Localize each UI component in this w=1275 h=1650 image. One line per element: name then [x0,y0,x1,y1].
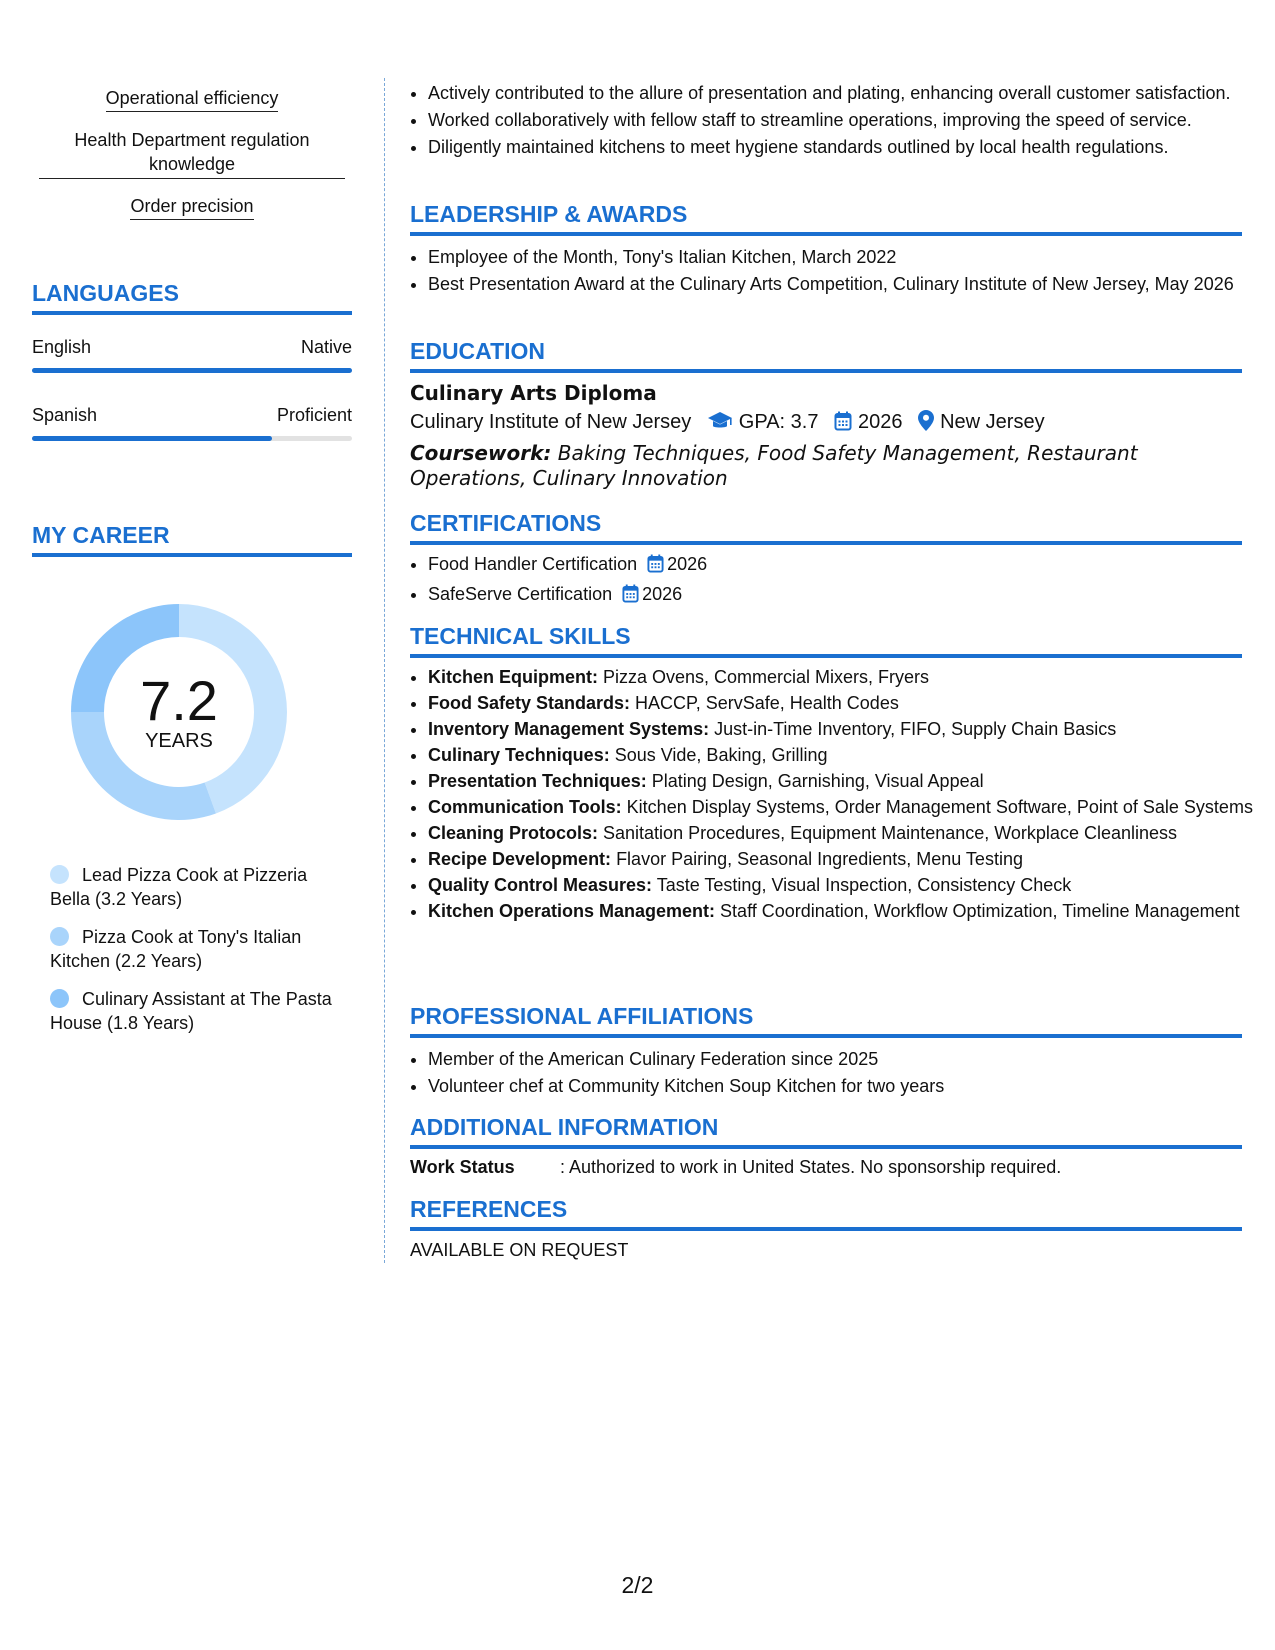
skill-label: Operational efficiency [106,86,279,112]
legend-label: Culinary Assistant at The Pasta House (1.8 Years) [50,989,332,1033]
work-status-value: : Authorized to work in United States. No sponsorship required. [560,1157,1062,1177]
certification-year: 2026 [667,554,708,574]
work-status-row [410,1157,1242,1178]
language-proficiency-bar [32,368,352,373]
coursework-label: Coursework: [410,441,552,465]
language-proficiency-fill [32,436,272,441]
career-legend-item [50,863,340,911]
list-item: • Diligently maintained kitchens to meet hygiene standards outlined by local health regulations. [428,135,1260,159]
list-item: • Volunteer chef at Community Kitchen Soup Kitchen for two years [428,1074,1260,1098]
education-details [410,409,1242,438]
skill-label: Culinary Techniques: [428,745,610,765]
skill-value: Taste Testing, Visual Inspection, Consistency Check [652,875,1072,895]
list-item: • Actively contributed to the allure of presentation and plating, enhancing overall customer satisfaction. [428,81,1260,105]
experience-bullets [410,81,1260,162]
skill-item [428,717,1260,741]
career-legend-item [50,987,340,1035]
skill-label: Kitchen Equipment: [428,667,598,687]
skill-label: Cleaning Protocols: [428,823,599,843]
skill-item [428,743,1260,767]
career-heading: MY CAREER [32,522,352,557]
legend-label: Pizza Cook at Tony's Italian Kitchen (2.2 Years) [50,927,302,971]
affiliations-list [410,1047,1260,1101]
skill-value: Pizza Ovens, Commercial Mixers, Fryers [598,667,930,687]
career-total-unit: YEARS [145,729,213,752]
skill-value: Kitchen Display Systems, Order Management Software, Point of Sale Systems [621,797,1253,817]
skill-value: HACCP, ServSafe, Health Codes [630,693,899,713]
calendar-icon [834,411,852,438]
career-total [65,598,293,826]
skill-label: Communication Tools: [428,797,622,817]
list-item: • Member of the American Culinary Federation since 2025 [428,1047,1260,1071]
list-item: • Employee of the Month, Tony's Italian Kitchen, March 2022 [428,245,1260,269]
language-name: English [32,337,92,357]
skill-item [428,795,1260,819]
list-item: • Worked collaboratively with fellow staff to streamline operations, improving the speed of service. [428,108,1260,132]
language-level: Proficient [276,405,352,425]
list-item: • Best Presentation Award at the Culinary Arts Competition, Culinary Institute of New Jersey, May 2026 [428,272,1260,296]
skill-item [428,899,1260,923]
skill-item [428,665,1260,689]
legend-label: Lead Pizza Cook at Pizzeria Bella (3.2 Years) [50,865,308,909]
skill-item [32,86,352,112]
skill-item [428,873,1260,897]
skill-value: Sanitation Procedures, Equipment Maintenance, Workplace Cleanliness [598,823,1178,843]
skill-item [428,769,1260,793]
skill-value: Sous Vide, Baking, Grilling [609,745,828,765]
language-row [32,337,352,358]
certifications-heading: CERTIFICATIONS [410,510,1242,545]
legend-dot [50,927,69,946]
coursework [410,441,1242,491]
skill-item [32,194,352,220]
technical-skills-list [410,665,1260,925]
certification-item [428,552,1260,579]
skill-label: Presentation Techniques: [428,771,647,791]
certification-year: 2026 [642,584,683,604]
references-text: AVAILABLE ON REQUEST [410,1240,629,1260]
graduation-year: 2026 [858,411,903,433]
leadership-heading: LEADERSHIP & AWARDS [410,201,1242,236]
language-row [32,405,352,426]
career-legend-item [50,925,340,973]
work-status-label: Work Status [410,1157,515,1177]
degree-title: Culinary Arts Diploma [410,381,657,405]
coursework-list: Baking Techniques, Food Safety Management, Restaurant Operations, Culinary Innovation [410,441,1138,490]
column-divider [384,78,385,1263]
skill-value: Staff Coordination, Workflow Optimization, Timeline Management [715,901,1240,921]
certification-name: Food Handler Certification [428,554,638,574]
skill-value: Plating Design, Garnishing, Visual Appeal [646,771,984,791]
certification-name: SafeServe Certification [428,584,613,604]
legend-dot [50,865,69,884]
technical-skills-heading: TECHNICAL SKILLS [410,623,1242,658]
leadership-list [410,245,1260,299]
skill-label: Order precision [130,194,253,220]
skill-item [428,691,1260,715]
skill-value: Just-in-Time Inventory, FIFO, Supply Chain Basics [709,719,1117,739]
references-heading: REFERENCES [410,1196,1242,1231]
skill-item: Health Department regulation knowledge [39,128,345,179]
language-name: Spanish [32,405,98,425]
skill-label: Food Safety Standards: [428,693,631,713]
education-heading: EDUCATION [410,338,1242,373]
affiliations-heading: PROFESSIONAL AFFILIATIONS [410,1003,1242,1038]
calendar-icon [647,554,664,579]
graduation-cap-icon [707,411,733,438]
certification-item [428,582,1260,609]
languages-heading: LANGUAGES [32,280,352,315]
language-proficiency-bar [32,436,352,441]
skill-label: Inventory Management Systems: [428,719,710,739]
certifications-list [410,552,1260,612]
gpa: GPA: 3.7 [738,411,819,433]
additional-info-heading: ADDITIONAL INFORMATION [410,1114,1242,1149]
school-location: New Jersey [940,411,1045,433]
career-total-value: 7.2 [140,668,218,732]
page-number: 2/2 [621,1572,654,1598]
skill-label: Quality Control Measures: [428,875,653,895]
career-donut-chart [65,598,293,826]
skill-item [428,847,1260,871]
skill-label: Kitchen Operations Management: [428,901,716,921]
language-level: Native [300,337,352,357]
skill-item [428,821,1260,845]
skill-label: Recipe Development: [428,849,612,869]
legend-dot [50,989,69,1008]
school-name: Culinary Institute of New Jersey [410,411,692,433]
skill-value: Flavor Pairing, Seasonal Ingredients, Menu Testing [611,849,1023,869]
calendar-icon [622,584,639,609]
language-proficiency-fill [32,368,352,373]
location-pin-icon [918,410,934,438]
